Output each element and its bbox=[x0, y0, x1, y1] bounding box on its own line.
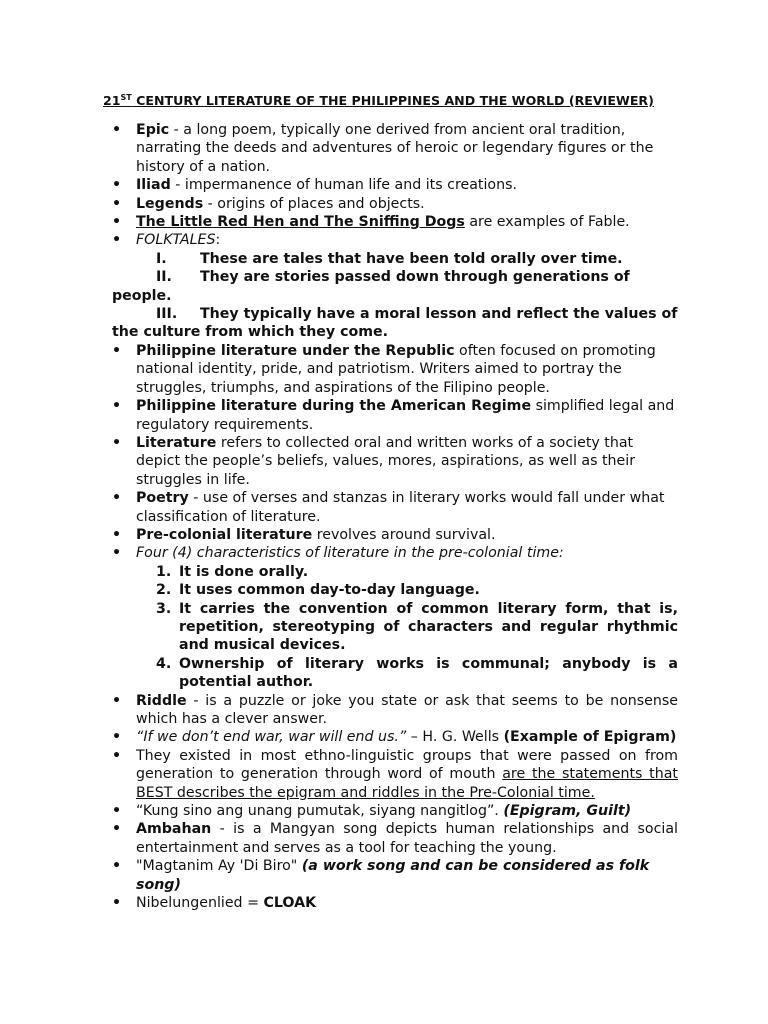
list-item-riddle bbox=[112, 692, 678, 729]
folktales-sub-item bbox=[112, 305, 678, 342]
list-item-epigram-quote bbox=[112, 728, 678, 746]
bullet-icon: • bbox=[112, 177, 122, 194]
folktales-sub-item bbox=[112, 268, 678, 305]
sub-item-text: They typically have a moral lesson and reflect the values of the culture from which they come. bbox=[112, 306, 678, 341]
list-item-kung-sino bbox=[112, 802, 678, 820]
characteristics-list bbox=[112, 563, 678, 692]
bullet-icon: • bbox=[112, 434, 122, 451]
list-item-iliad bbox=[112, 176, 678, 194]
list-item-ambahan bbox=[112, 820, 678, 857]
colon: : bbox=[215, 232, 221, 249]
definition: revolves around survival. bbox=[312, 526, 496, 543]
page-title bbox=[103, 92, 703, 110]
list-item-magtanim bbox=[112, 857, 678, 894]
characteristic-item bbox=[156, 600, 678, 655]
quote: “If we don’t end war, war will end us.” bbox=[136, 729, 407, 746]
definition: - a long poem, typically one derived from ancient oral tradition, narrating the deeds and adventures of heroic or legendary figures or the history of a nation. bbox=[136, 122, 654, 175]
title-superscript: ST bbox=[120, 93, 132, 102]
list-item-poetry bbox=[112, 489, 678, 526]
item-number: 4. bbox=[156, 655, 172, 672]
term: Legends bbox=[136, 195, 204, 212]
item-text: It carries the convention of common literary form, that is, repetition, stereotyping of characters and regular rhythmic and musical devices. bbox=[179, 600, 678, 654]
answer: CLOAK bbox=[263, 895, 317, 912]
list-item-characteristics bbox=[112, 544, 678, 562]
item-text: It is done orally. bbox=[179, 563, 309, 580]
term: Epic bbox=[136, 122, 170, 138]
song-note: (a work song and can be considered as folk song) bbox=[136, 858, 650, 893]
item-number: 3. bbox=[156, 600, 172, 617]
bullet-icon: • bbox=[112, 342, 122, 359]
term: Ambahan bbox=[136, 821, 212, 838]
bullet-icon: • bbox=[112, 895, 122, 912]
roman-numeral: I. bbox=[156, 250, 167, 267]
quote-note: (Example of Epigram) bbox=[503, 729, 677, 746]
characteristic-item bbox=[156, 655, 678, 692]
list-item-ethno bbox=[112, 747, 678, 802]
sub-item-text: They are stories passed down through generations of people. bbox=[112, 269, 630, 304]
question: Nibelungenlied = bbox=[136, 895, 264, 912]
characteristics-list-wrapper bbox=[112, 563, 678, 692]
folktales-label: FOLKTALES bbox=[136, 232, 216, 249]
characteristic-item bbox=[156, 563, 678, 581]
definition: are examples of Fable. bbox=[464, 214, 630, 231]
definition: - is a puzzle or joke you state or ask that seems to be nonsense which has a clever answer. bbox=[136, 692, 678, 727]
saying: “Kung sino ang unang pumutak, siyang nangitlog”. bbox=[136, 803, 504, 820]
title-text: CENTURY LITERATURE OF THE PHILIPPINES AND THE WORLD (REVIEWER) bbox=[131, 93, 654, 108]
definition: often focused on promoting national identity, pride, and patriotism. Writers aimed to portray the struggles, triumphs, and aspirations of the Filipino people. bbox=[136, 342, 656, 396]
bullet-icon: • bbox=[112, 821, 122, 838]
characteristic-item bbox=[156, 581, 678, 599]
term: Poetry bbox=[136, 490, 189, 507]
statement: They existed in most ethno-linguistic groups that were passed on from generation to generation through word of mouth bbox=[136, 747, 678, 783]
list-item-folktales bbox=[112, 231, 678, 249]
bullet-icon: • bbox=[112, 692, 122, 709]
list-item-legends bbox=[112, 195, 678, 213]
list-item-literature bbox=[112, 434, 678, 489]
list-item-nibelungenlied bbox=[112, 894, 678, 912]
term: Philippine literature during the American Regime bbox=[136, 398, 532, 415]
song-title: "Magtanim Ay 'Di Biro" bbox=[136, 858, 302, 875]
item-text: It uses common day-to-day language. bbox=[179, 582, 480, 599]
bullet-icon: • bbox=[112, 232, 122, 249]
definition: - origins of places and objects. bbox=[203, 195, 425, 212]
bullet-icon: • bbox=[112, 729, 122, 746]
list-item-epic bbox=[112, 121, 678, 176]
term: Literature bbox=[136, 434, 217, 451]
folktales-sub-item bbox=[112, 250, 678, 268]
term: The Little Red Hen and The Sniffing Dogs bbox=[136, 214, 465, 231]
bullet-icon: • bbox=[112, 195, 122, 212]
bullet-icon: • bbox=[112, 490, 122, 507]
term: Riddle bbox=[136, 692, 187, 709]
term: Iliad bbox=[136, 177, 171, 194]
quote-author: – H. G. Wells bbox=[406, 729, 504, 746]
definition: - use of verses and stanzas in literary works would fall under what classification of literature. bbox=[136, 490, 665, 525]
roman-numeral: III. bbox=[156, 306, 178, 323]
bullet-icon: • bbox=[112, 398, 122, 415]
title-number: 21 bbox=[103, 93, 121, 108]
sub-item-text: These are tales that have been told orally over time. bbox=[200, 250, 623, 267]
item-number: 1. bbox=[156, 563, 172, 580]
saying-note: (Epigram, Guilt) bbox=[503, 803, 632, 820]
bullet-icon: • bbox=[112, 545, 122, 562]
term: Philippine literature under the Republic bbox=[136, 342, 455, 359]
list-item-precolonial bbox=[112, 526, 678, 544]
term: Pre-colonial literature bbox=[136, 526, 313, 543]
reviewer-list bbox=[112, 121, 678, 912]
bullet-icon: • bbox=[112, 214, 122, 231]
bullet-icon: • bbox=[112, 858, 122, 875]
bullet-icon: • bbox=[112, 803, 122, 820]
list-item-republic bbox=[112, 342, 678, 397]
definition: simplified legal and regulatory requirements. bbox=[136, 398, 675, 433]
item-number: 2. bbox=[156, 582, 172, 599]
list-item-fable bbox=[112, 213, 678, 231]
characteristics-intro: Four (4) characteristics of literature in the pre-colonial time: bbox=[136, 545, 564, 562]
definition: - impermanence of human life and its creations. bbox=[170, 177, 517, 194]
item-text: Ownership of literary works is communal; anybody is a potential author. bbox=[179, 655, 678, 691]
bullet-icon: • bbox=[112, 122, 122, 138]
bullet-icon: • bbox=[112, 747, 122, 764]
roman-numeral: II. bbox=[156, 269, 172, 286]
statement-underlined: are the statements that BEST describes the epigram and riddles in the Pre-Colonial time. bbox=[136, 766, 678, 801]
definition: - is a Mangyan song depicts human relationships and social entertainment and serves as a tool for teaching the young. bbox=[136, 821, 678, 856]
bullet-icon: • bbox=[112, 526, 122, 543]
list-item-american bbox=[112, 397, 678, 434]
definition: refers to collected oral and written works of a society that depict the people’s beliefs, values, mores, aspirations, as well as their struggles in life. bbox=[136, 434, 636, 488]
